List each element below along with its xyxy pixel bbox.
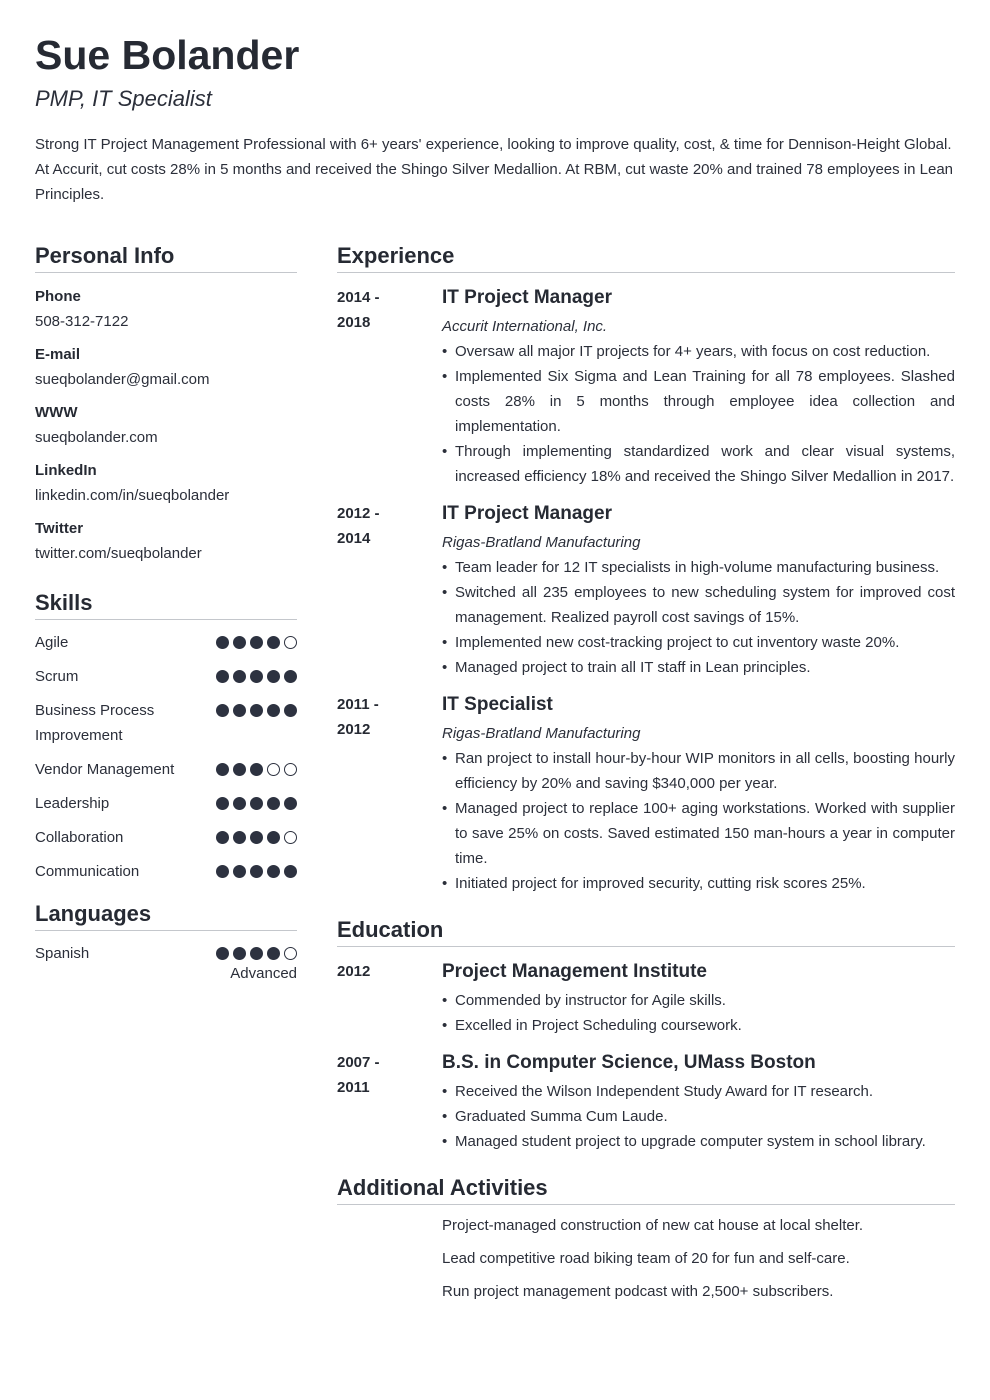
skill-row <box>35 698 297 748</box>
summary: Strong IT Project Management Professional with 6+ years' experience, looking to improve quality, cost, & time for Dennison-Height Global. At Accurit, cut costs 28% in 5 months and received the Shingo Silver Medallion. At RBM, cut waste 20% and trained 78 employees in Lean Principles. <box>35 136 954 203</box>
date-start: 2011 - <box>337 696 379 713</box>
rating-dot-filled <box>216 636 229 649</box>
entry-body <box>442 1050 955 1154</box>
bullet-list <box>442 555 955 680</box>
rating-dot-filled <box>284 865 297 878</box>
bullet-item: • Implemented Six Sigma and Lean Training for all 78 employees. Slashed costs 28% in 5 months through employee idea collection and implementation. <box>442 364 955 439</box>
date-end: 2012 <box>337 721 371 738</box>
experience-heading: Experience <box>337 242 955 273</box>
language-name: Spanish <box>35 945 90 962</box>
languages-section <box>35 900 297 984</box>
skill-name: Business Process Improvement <box>35 702 155 744</box>
bullet-item: • Team leader for 12 IT specialists in high-volume manufacturing business. <box>442 555 955 580</box>
entry-date <box>337 959 442 1038</box>
skill-name: Collaboration <box>35 829 124 846</box>
rating-dot-filled <box>250 636 263 649</box>
bullet-item: • Initiated project for improved security, cutting risk scores 25%. <box>442 871 955 896</box>
rating-dot-filled <box>233 763 246 776</box>
skill-rating <box>216 825 297 844</box>
experience-section <box>337 242 955 896</box>
date-end: 2011 <box>337 1079 370 1096</box>
experience-entry <box>337 285 955 489</box>
education-entry <box>337 959 955 1038</box>
activity-list <box>337 1213 955 1304</box>
rating-dot-filled <box>216 831 229 844</box>
info-label: WWW <box>35 404 78 421</box>
bullet-item: • Commended by instructor for Agile skills. <box>442 988 955 1013</box>
rating-dot-filled <box>250 704 263 717</box>
skill-rating <box>216 757 297 776</box>
rating-dot-filled <box>233 797 246 810</box>
bullet-item: • Received the Wilson Independent Study Award for IT research. <box>442 1079 955 1104</box>
entry-date <box>337 1050 442 1154</box>
employer: Rigas-Bratland Manufacturing <box>442 534 641 551</box>
skill-rating <box>216 664 297 683</box>
skill-name: Scrum <box>35 668 79 685</box>
rating-dot-filled <box>250 670 263 683</box>
skill-list <box>35 630 297 884</box>
employer: Accurit International, Inc. <box>442 318 608 335</box>
skill-name: Agile <box>35 634 69 651</box>
date-end: 2014 <box>337 530 371 547</box>
education-heading: Education <box>337 916 955 947</box>
info-item-phone <box>35 285 297 334</box>
skill-name: Leadership <box>35 795 110 812</box>
skill-rating <box>216 698 297 717</box>
skill-name: Communication <box>35 863 140 880</box>
linkedin-value: linkedin.com/in/sueqbolander <box>35 487 230 504</box>
job-title: IT Specialist <box>442 694 553 715</box>
activity-item: Run project management podcast with 2,500+ subscribers. <box>442 1283 834 1300</box>
rating-dot-filled <box>267 831 280 844</box>
rating-dot-filled <box>267 865 280 878</box>
info-item-www <box>35 401 297 450</box>
rating-dot-empty <box>284 831 297 844</box>
info-item-linkedin <box>35 459 297 508</box>
rating-dot-empty <box>267 763 280 776</box>
rating-dot-filled <box>216 704 229 717</box>
skill-rating <box>216 859 297 878</box>
skill-row <box>35 825 297 850</box>
right-column <box>337 242 955 1312</box>
bullet-item: • Ran project to install hour-by-hour WIP monitors in all cells, boosting hourly efficiency by 20% and saving $340,000 per year. <box>442 746 955 796</box>
date-end: 2018 <box>337 314 371 331</box>
rating-dot-filled <box>267 670 280 683</box>
activity-item: Project-managed construction of new cat house at local shelter. <box>442 1217 864 1234</box>
website-value: sueqbolander.com <box>35 429 158 446</box>
skill-rating <box>216 791 297 810</box>
rating-dot-filled <box>216 763 229 776</box>
info-item-email <box>35 343 297 392</box>
language-list <box>35 941 297 984</box>
rating-dot-empty <box>284 636 297 649</box>
entry-body <box>442 285 955 489</box>
education-section <box>337 916 955 1154</box>
rating-dot-empty <box>284 763 297 776</box>
bullet-item: • Excelled in Project Scheduling coursework. <box>442 1013 955 1038</box>
skill-row <box>35 859 297 884</box>
date-start: 2012 - <box>337 505 380 522</box>
rating-dot-filled <box>233 947 246 960</box>
bullet-list <box>442 339 955 489</box>
entry-date <box>337 285 442 489</box>
degree-title: Project Management Institute <box>442 961 707 982</box>
skill-row <box>35 630 297 655</box>
activity-item: Lead competitive road biking team of 20 for fun and self-care. <box>442 1250 850 1267</box>
rating-dot-filled <box>233 670 246 683</box>
bullet-list <box>442 1079 955 1154</box>
info-label: Phone <box>35 288 81 305</box>
rating-dot-filled <box>233 865 246 878</box>
rating-dot-filled <box>250 831 263 844</box>
skill-name: Vendor Management <box>35 761 175 778</box>
rating-dot-filled <box>267 636 280 649</box>
education-entry <box>337 1050 955 1154</box>
language-level: Advanced <box>230 965 297 982</box>
rating-dot-filled <box>216 797 229 810</box>
info-item-twitter <box>35 517 297 566</box>
info-label: LinkedIn <box>35 462 97 479</box>
degree-title: B.S. in Computer Science, UMass Boston <box>442 1052 816 1073</box>
skill-row <box>35 757 297 782</box>
activities-heading: Additional Activities <box>337 1174 955 1205</box>
skill-row <box>35 664 297 689</box>
bullet-item: • Managed project to train all IT staff in Lean principles. <box>442 655 955 680</box>
language-row <box>35 941 297 966</box>
job-title: IT Project Manager <box>442 287 612 308</box>
rating-dot-filled <box>216 947 229 960</box>
rating-dot-filled <box>233 831 246 844</box>
rating-dot-filled <box>284 670 297 683</box>
candidate-name: Sue Bolander <box>35 32 300 78</box>
personal-info-list <box>35 285 297 566</box>
skill-row <box>35 791 297 816</box>
email-value: sueqbolander@gmail.com <box>35 371 210 388</box>
rating-dot-filled <box>284 797 297 810</box>
bullet-item: • Graduated Summa Cum Laude. <box>442 1104 955 1129</box>
languages-heading: Languages <box>35 900 297 931</box>
bullet-list <box>442 988 955 1038</box>
bullet-list <box>442 746 955 896</box>
twitter-value: twitter.com/sueqbolander <box>35 545 202 562</box>
bullet-item: • Managed student project to upgrade computer system in school library. <box>442 1129 955 1154</box>
language-rating <box>216 941 297 960</box>
rating-dot-filled <box>250 865 263 878</box>
rating-dot-filled <box>233 704 246 717</box>
entry-date <box>337 501 442 680</box>
bullet-item: • Through implementing standardized work and clear visual systems, increased efficiency 18% and received the Shingo Silver Medallion in 2017. <box>442 439 955 489</box>
date-start: 2012 <box>337 963 371 980</box>
skill-rating <box>216 630 297 649</box>
entry-body <box>442 501 955 680</box>
bullet-item: • Switched all 235 employees to new scheduling system for improved cost management. Realized payroll cost savings of 15%. <box>442 580 955 630</box>
personal-info-heading: Personal Info <box>35 242 297 273</box>
bullet-item: • Managed project to replace 100+ aging workstations. Worked with supplier to save 25% on costs. Saved estimated 150 man-hours a year in computer time. <box>442 796 955 871</box>
skills-section <box>35 589 297 884</box>
phone-value: 508-312-7122 <box>35 313 129 330</box>
candidate-title: PMP, IT Specialist <box>35 86 212 111</box>
personal-info-section <box>35 242 297 566</box>
experience-entry <box>337 501 955 680</box>
rating-dot-filled <box>250 797 263 810</box>
rating-dot-filled <box>216 670 229 683</box>
bullet-item: • Implemented new cost-tracking project to cut inventory waste 20%. <box>442 630 955 655</box>
employer: Rigas-Bratland Manufacturing <box>442 725 641 742</box>
experience-entry <box>337 692 955 896</box>
rating-dot-filled <box>216 865 229 878</box>
date-start: 2014 - <box>337 289 380 306</box>
rating-dot-filled <box>267 797 280 810</box>
info-label: E-mail <box>35 346 81 363</box>
entry-body <box>442 959 955 1038</box>
job-title: IT Project Manager <box>442 503 612 524</box>
rating-dot-filled <box>284 704 297 717</box>
entry-date <box>337 692 442 896</box>
activities-section <box>337 1174 955 1304</box>
rating-dot-filled <box>233 636 246 649</box>
rating-dot-empty <box>284 947 297 960</box>
rating-dot-filled <box>250 763 263 776</box>
bullet-item: • Oversaw all major IT projects for 4+ years, with focus on cost reduction. <box>442 339 955 364</box>
rating-dot-filled <box>267 704 280 717</box>
rating-dot-filled <box>267 947 280 960</box>
date-start: 2007 - <box>337 1054 380 1071</box>
left-column <box>35 242 297 984</box>
skills-heading: Skills <box>35 589 297 620</box>
entry-body <box>442 692 955 896</box>
info-label: Twitter <box>35 520 84 537</box>
rating-dot-filled <box>250 947 263 960</box>
